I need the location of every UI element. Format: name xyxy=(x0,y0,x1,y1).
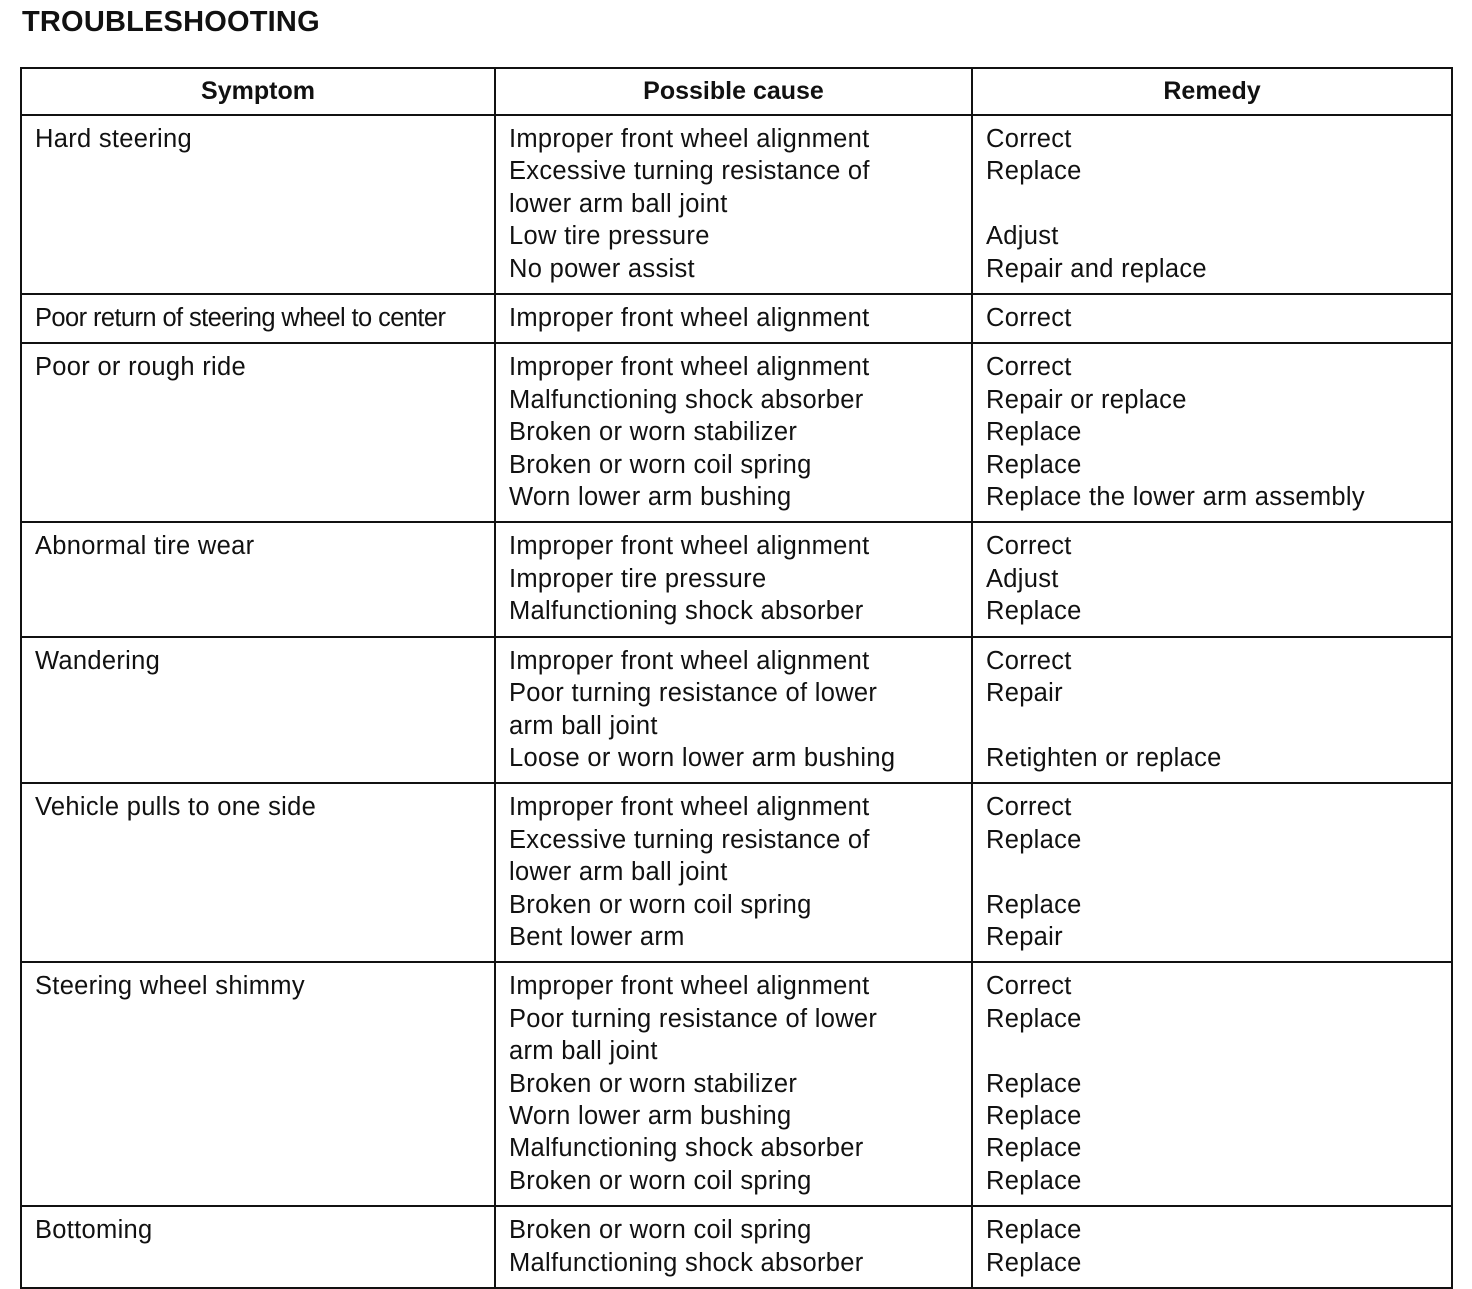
table-row xyxy=(21,637,1452,784)
symptom-cell xyxy=(21,1206,495,1288)
symptom-cell xyxy=(21,962,495,1206)
cause-line: lower arm ball joint xyxy=(509,858,728,887)
remedy-line: Replace xyxy=(986,1004,1082,1033)
symptom-cell xyxy=(21,783,495,962)
remedy-line: Repair and replace xyxy=(986,254,1207,283)
remedy-line: Correct xyxy=(986,125,1072,153)
remedy-line: Repair xyxy=(986,679,1063,708)
cause-line: Broken or worn stabilizer xyxy=(509,418,798,447)
remedy-line: Repair xyxy=(986,922,1063,951)
cause-line: Poor turning resistance of lower xyxy=(509,679,878,708)
remedy-line: Replace xyxy=(986,890,1082,919)
table-row xyxy=(21,294,1452,343)
troubleshooting-table xyxy=(20,67,1453,1289)
cause-line: Broken or worn stabilizer xyxy=(509,1069,798,1098)
header-symptom: Symptom xyxy=(21,68,495,115)
symptom-cell xyxy=(21,115,495,294)
symptom-text: Steering wheel shimmy xyxy=(35,972,305,1001)
symptom-cell xyxy=(21,343,495,522)
cause-cell xyxy=(495,962,972,1206)
remedy-line: Replace xyxy=(986,1134,1082,1163)
symptom-text: Vehicle pulls to one side xyxy=(35,793,317,822)
cause-line: Improper front wheel alignment xyxy=(509,125,870,153)
remedy-line: Replace xyxy=(986,825,1082,854)
remedy-line: Replace xyxy=(986,597,1082,626)
remedy-line: Repair or replace xyxy=(986,385,1187,414)
header-remedy: Remedy xyxy=(972,68,1452,115)
cause-line: Improper front wheel alignment xyxy=(509,646,870,675)
cause-line: Malfunctioning shock absorber xyxy=(509,385,864,414)
remedy-line: Retighten or replace xyxy=(986,743,1222,772)
cause-line: Broken or worn coil spring xyxy=(509,890,812,919)
cause-cell xyxy=(495,637,972,784)
cause-line: Excessive turning resistance of xyxy=(509,825,870,854)
remedy-cell xyxy=(972,343,1452,522)
cause-line: Malfunctioning shock absorber xyxy=(509,1134,864,1163)
cause-line: Bent lower arm xyxy=(509,922,685,951)
remedy-line: Correct xyxy=(986,532,1072,561)
page-title: TROUBLESHOOTING xyxy=(22,6,320,38)
cause-line: Low tire pressure xyxy=(509,222,710,251)
cause-line: Improper tire pressure xyxy=(509,564,767,593)
table-row xyxy=(21,1206,1452,1288)
cause-line: Loose or worn lower arm bushing xyxy=(509,743,896,772)
remedy-line: Replace xyxy=(986,450,1082,479)
cause-line: arm ball joint xyxy=(509,711,658,740)
cause-line: Excessive turning resistance of xyxy=(509,157,870,186)
cause-cell xyxy=(495,1206,972,1288)
remedy-line xyxy=(986,188,1451,220)
symptom-text: Abnormal tire wear xyxy=(35,532,255,561)
remedy-line: Replace xyxy=(986,157,1082,186)
cause-cell xyxy=(495,522,972,636)
remedy-line: Replace xyxy=(986,1166,1082,1195)
symptom-cell xyxy=(21,522,495,636)
cause-line: Broken or worn coil spring xyxy=(509,450,812,479)
remedy-cell xyxy=(972,1206,1452,1288)
remedy-line: Adjust xyxy=(986,222,1059,251)
remedy-line: Replace the lower arm assembly xyxy=(986,483,1365,512)
cause-line: Improper front wheel alignment xyxy=(509,304,870,333)
cause-line: Broken or worn coil spring xyxy=(509,1166,812,1195)
table-header-row xyxy=(21,68,1452,115)
table-row xyxy=(21,115,1452,294)
remedy-line: Correct xyxy=(986,972,1072,1001)
cause-line: lower arm ball joint xyxy=(509,189,728,218)
cause-line: Malfunctioning shock absorber xyxy=(509,1248,864,1277)
cause-cell xyxy=(495,343,972,522)
table-body xyxy=(21,115,1452,1288)
cause-line: Poor turning resistance of lower xyxy=(509,1004,878,1033)
cause-line: Worn lower arm bushing xyxy=(509,1101,792,1130)
remedy-line: Correct xyxy=(986,304,1072,333)
remedy-cell xyxy=(972,783,1452,962)
remedy-cell xyxy=(972,522,1452,636)
remedy-cell xyxy=(972,637,1452,784)
remedy-cell xyxy=(972,115,1452,294)
cause-line: Improper front wheel alignment xyxy=(509,972,870,1001)
cause-line: No power assist xyxy=(509,254,695,283)
cause-line: Improper front wheel alignment xyxy=(509,353,870,382)
remedy-line: Correct xyxy=(986,646,1072,675)
cause-line: Malfunctioning shock absorber xyxy=(509,597,864,626)
remedy-cell xyxy=(972,962,1452,1206)
table-row xyxy=(21,783,1452,962)
remedy-line xyxy=(986,710,1451,742)
remedy-line xyxy=(986,856,1451,888)
cause-cell xyxy=(495,783,972,962)
remedy-line: Replace xyxy=(986,1101,1082,1130)
cause-line: Improper front wheel alignment xyxy=(509,793,870,822)
symptom-text: Poor or rough ride xyxy=(35,353,246,382)
header-possible-cause: Possible cause xyxy=(495,68,972,115)
remedy-line: Adjust xyxy=(986,564,1059,593)
cause-cell xyxy=(495,294,972,343)
table-row xyxy=(21,962,1452,1206)
symptom-text: Wandering xyxy=(35,646,161,675)
remedy-line: Correct xyxy=(986,793,1072,822)
table-row xyxy=(21,343,1452,522)
cause-line: arm ball joint xyxy=(509,1037,658,1066)
remedy-line: Replace xyxy=(986,418,1082,447)
symptom-cell xyxy=(21,294,495,343)
cause-line: Worn lower arm bushing xyxy=(509,483,792,512)
symptom-text: Bottoming xyxy=(35,1216,153,1245)
symptom-text: Hard steering xyxy=(35,125,192,153)
remedy-line: Replace xyxy=(986,1216,1082,1245)
cause-line: Improper front wheel alignment xyxy=(509,532,870,561)
remedy-cell xyxy=(972,294,1452,343)
symptom-cell xyxy=(21,637,495,784)
cause-cell xyxy=(495,115,972,294)
cause-line: Broken or worn coil spring xyxy=(509,1216,812,1245)
remedy-line xyxy=(986,1035,1451,1067)
remedy-line: Replace xyxy=(986,1069,1082,1098)
remedy-line: Replace xyxy=(986,1248,1082,1277)
symptom-text: Poor return of steering wheel to center xyxy=(35,304,446,333)
remedy-line: Correct xyxy=(986,353,1072,382)
table-row xyxy=(21,522,1452,636)
